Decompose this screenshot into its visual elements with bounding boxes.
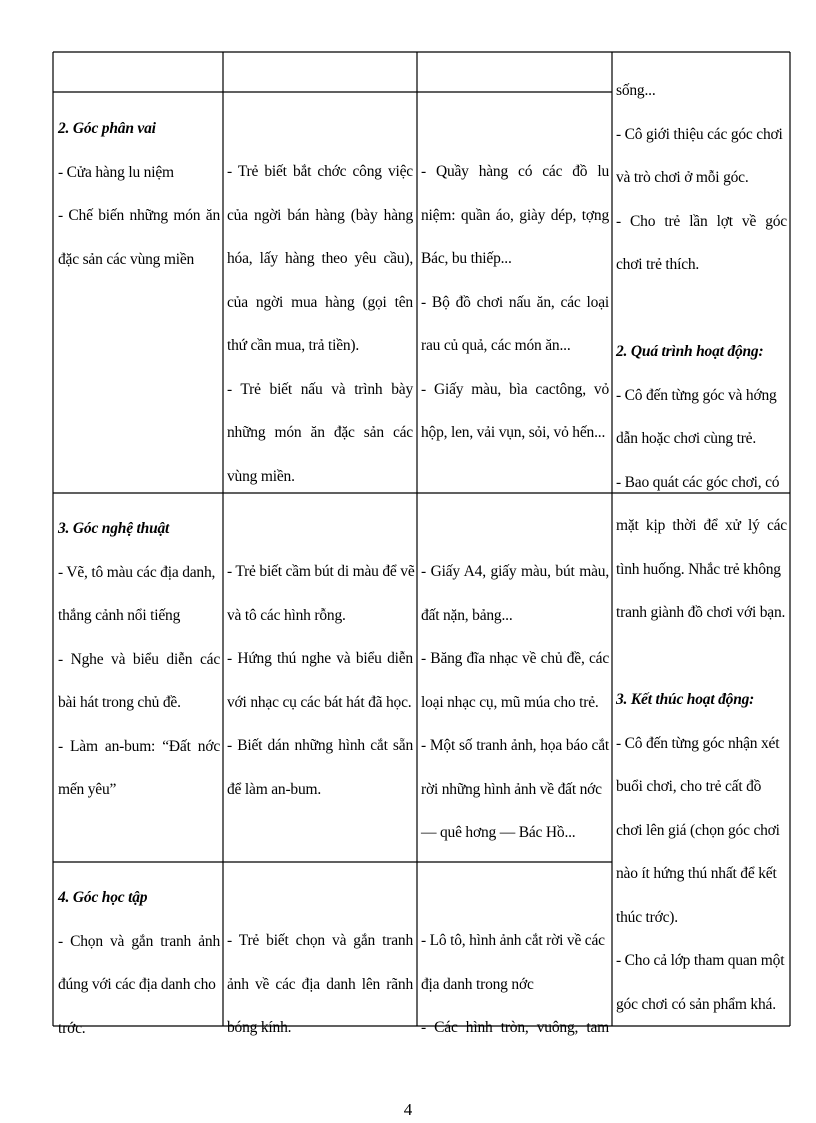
text-line: - Bao quát các góc chơi, có — [616, 473, 780, 491]
text-line: và trò chơi ở mỗi góc. — [616, 169, 749, 186]
text-line: với nhạc cụ các bát hát đã học. — [227, 693, 412, 711]
text-line: - Trẻ biết nấu và trình bày — [227, 380, 413, 398]
text-line: nào ít hứng thú nhất để kết — [616, 865, 777, 882]
text-line: rau củ quả, các món ăn... — [421, 337, 571, 354]
text-line: tranh giành đồ chơi với bạn. — [616, 604, 786, 621]
text-line: hóa, lấy hàng theo yêu cầu), — [227, 250, 413, 267]
row-learning-materials — [421, 919, 609, 1036]
row-art-goals — [227, 550, 413, 811]
row-role-play-activity — [58, 107, 220, 281]
text-line: thứ cần mua, trả tiền). — [227, 337, 360, 354]
text-line: ảnh về các địa danh lên rãnh — [227, 975, 413, 993]
text-line: bài hát trong chủ đề. — [58, 694, 181, 711]
text-line: - Lô tô, hình ảnh cắt rời về các — [421, 932, 605, 949]
text-line: — quê hơng — Bác Hồ... — [421, 824, 576, 841]
spacer-line — [616, 287, 787, 331]
text-line: niệm: quần áo, giày dép, tợng — [421, 206, 609, 224]
text-line: Bác, bu thiếp... — [421, 250, 512, 267]
spacer-line — [616, 635, 787, 679]
activity-process-column — [616, 69, 787, 1026]
text-line: địa danh trong nớc — [421, 975, 534, 993]
text-line: - Cô đến từng góc nhận xét — [616, 734, 780, 752]
text-line: - Băng đĩa nhạc về chủ đề, các — [421, 650, 609, 667]
row-art-activity — [58, 507, 220, 812]
process-heading: 2. Quá trình hoạt động: — [616, 343, 764, 360]
text-line: - Trẻ biết chọn và gắn tranh — [227, 932, 413, 949]
text-line: - Bộ đồ chơi nấu ăn, các loại — [421, 293, 609, 311]
text-line: - Trẻ biết cầm bút di màu để vẽ — [227, 563, 415, 580]
text-line: và tô các hình rỗng. — [227, 606, 346, 624]
text-line: để làm an-bum. — [227, 780, 322, 798]
text-line: đất nặn, bảng... — [421, 606, 513, 624]
conclusion-heading: 3. Kết thúc hoạt động: — [616, 691, 755, 708]
text-line: những món ăn đặc sản các — [227, 424, 413, 441]
row-learning-goals — [227, 919, 413, 1036]
text-line: - Cửa hàng lu niệm — [58, 163, 174, 181]
text-line: tình huống. Nhắc trẻ không — [616, 560, 781, 578]
text-line: mặt kịp thời để xử lý các — [616, 517, 787, 534]
text-line: - Nghe và biểu diễn các — [58, 650, 220, 668]
text-line: loại nhạc cụ, mũ múa cho trẻ. — [421, 693, 599, 711]
text-line: của ngời bán hàng (bày hàng — [227, 206, 413, 224]
text-line: - Chế biến những món ăn — [58, 207, 220, 224]
text-line: chơi trẻ thích. — [616, 256, 700, 273]
row-role-play-materials — [421, 150, 609, 455]
text-line: - Hứng thú nghe và biểu diễn — [227, 650, 413, 667]
text-line: thúc trớc). — [616, 908, 678, 926]
text-line: - Cô giới thiệu các góc chơi — [616, 125, 783, 143]
text-line: - Cho trẻ lần lợt về góc — [616, 212, 787, 230]
text-line: hộp, len, vải vụn, sỏi, vỏ hến... — [421, 424, 606, 441]
row-art-materials — [421, 550, 609, 855]
text-line: đặc sản các vùng miền — [58, 250, 195, 268]
text-line: trớc. — [58, 1019, 86, 1037]
text-line: mến yêu” — [58, 781, 117, 798]
row-learning-activity — [58, 876, 220, 1037]
learning-heading: 4. Góc học tập — [58, 889, 148, 906]
text-line: - Giấy A4, giấy màu, bút màu, — [421, 563, 609, 580]
text-line: bóng kính. — [227, 1019, 292, 1036]
text-line: sống... — [616, 82, 656, 99]
role-play-heading: 2. Góc phân vai — [58, 120, 156, 137]
text-line: - Vẽ, tô màu các địa danh, — [58, 563, 216, 581]
text-line: buổi chơi, cho trẻ cất đồ — [616, 778, 762, 795]
text-line: - Chọn và gắn tranh ảnh — [58, 932, 220, 950]
text-line: vùng miền. — [227, 467, 295, 485]
art-heading: 3. Góc nghệ thuật — [58, 520, 170, 537]
text-line: - Quầy hàng có các đồ lu — [421, 163, 609, 180]
text-line: góc chơi có sản phẩm khá. — [616, 995, 776, 1013]
text-line: - Trẻ biết bắt chớc công việc — [227, 163, 413, 180]
text-line: - Làm an-bum: “Đất nớc — [58, 737, 220, 755]
page-number: 4 — [403, 1100, 413, 1119]
text-line: thắng cảnh nổi tiếng — [58, 607, 181, 624]
text-line: đúng với các địa danh cho — [58, 976, 216, 993]
text-line: - Cho cả lớp tham quan một — [616, 952, 785, 969]
text-line: - Biết dán những hình cắt sẵn — [227, 737, 413, 754]
text-line: dẫn hoặc chơi cùng trẻ. — [616, 430, 757, 447]
text-line: - Cô đến từng góc và hớng — [616, 386, 777, 404]
text-line: - Các hình tròn, vuông, tam — [421, 1019, 609, 1036]
text-line: rời những hình ảnh về đất nớc — [421, 780, 602, 798]
text-line: - Giấy màu, bìa cactông, vỏ — [421, 380, 609, 398]
text-line: của ngời mua hàng (gọi tên — [227, 293, 413, 311]
row-role-play-goals — [227, 150, 413, 498]
text-line: - Một số tranh ảnh, họa báo cắt — [421, 737, 609, 754]
text-line: chơi lên giá (chọn góc chơi — [616, 821, 780, 839]
